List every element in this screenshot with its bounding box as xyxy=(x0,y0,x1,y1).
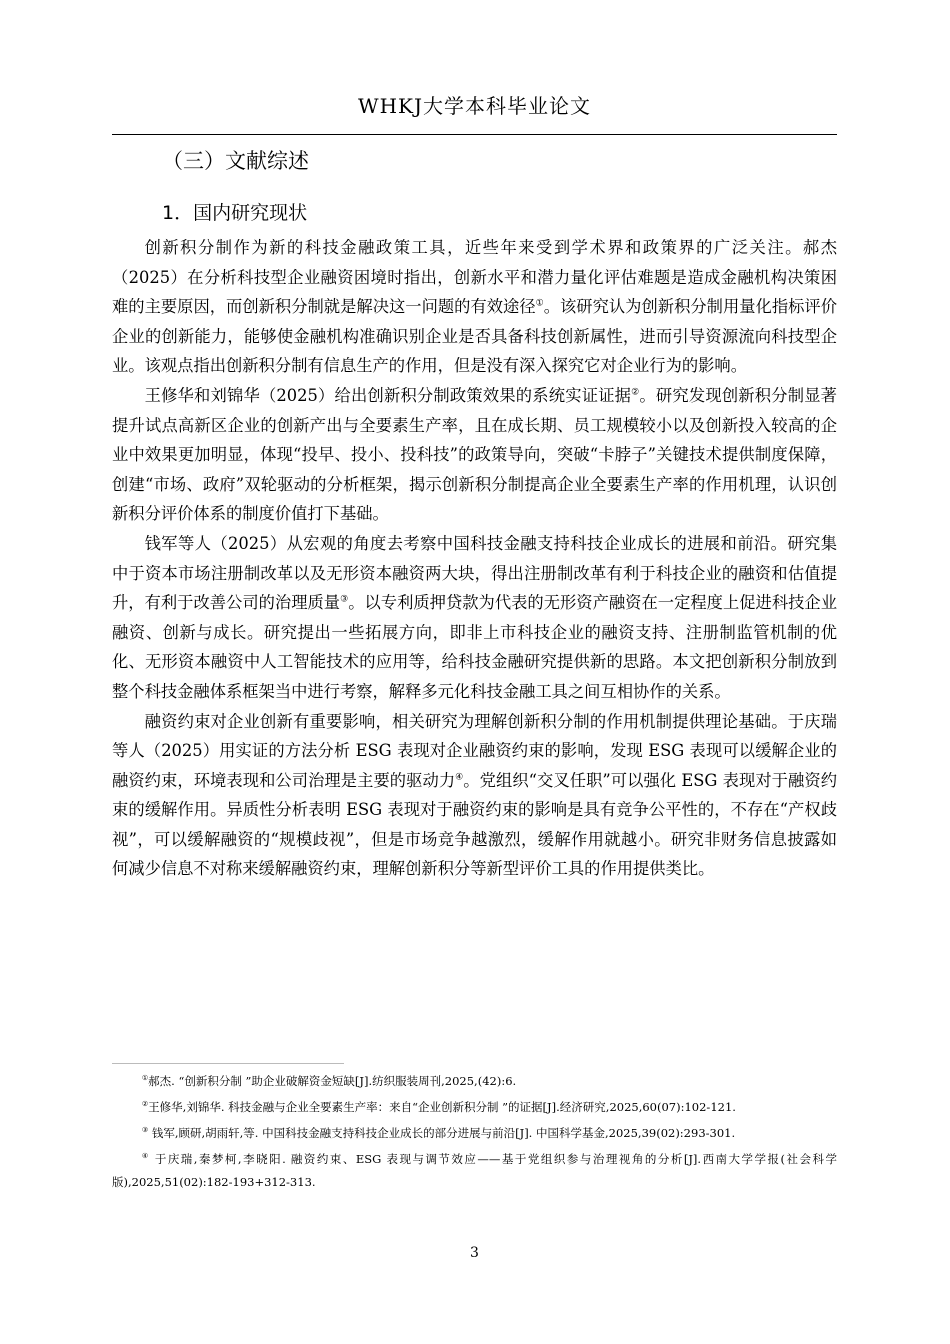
footnote-3 xyxy=(112,1122,837,1145)
paragraph-text: 钱军等人（2025）从宏观的角度去考察中国科技金融支持科技企业成长的进展和前沿。研究集中于资本市场注册制改革以及无形资本融资两大块，得出注册制改革有利于科技企业的融资和估值提升，有利于改善公司的治理质量 xyxy=(112,533,837,613)
running-header: WHKJ大学本科毕业论文 xyxy=(358,94,591,118)
footnote-4 xyxy=(112,1148,837,1194)
footnote-1 xyxy=(112,1070,837,1093)
footnote-ref-2[interactable]: ② xyxy=(631,387,640,398)
paragraph-2 xyxy=(112,381,837,529)
footnote-mark: ③ xyxy=(141,1126,149,1135)
footnote-text: 钱军,顾研,胡雨轩,等. 中国科技金融支持科技企业成长的部分进展与前沿[J]. 中国科学基金,2025,39(02):293-301. xyxy=(148,1126,736,1140)
footnote-text: 郝杰. “创新积分制 ”助企业破解资金短缺[J].纺织服装周刊,2025,(42):6. xyxy=(148,1074,517,1088)
paragraph-text: 。该研究认为创新积分制用量化指标评价企业的创新能力，能够使金融机构准确识别企业是否具备科技创新属性，进而引导资源流向科技型企业。该观点指出创新积分制有信息生产的作用，但是没有深入探究它对企业行为的影响。 xyxy=(112,297,837,376)
page-number: 3 xyxy=(470,1245,479,1261)
footnote-text: 于庆瑞,秦梦柯,李晓阳. 融资约束、ESG 表现与调节效应——基于党组织参与治理视角的分析[J].西南大学学报(社会科学版),2025,51(02):182-193+312-313. xyxy=(112,1152,837,1189)
paragraph-4 xyxy=(112,707,837,885)
paragraph-text: 融资约束对企业创新有重要影响，相关研究为理解创新积分制的作用机制提供理论基础。于庆瑞等人（2025）用实证的方法分析 ESG 表现对企业融资约束的影响，发现 ESG 表现可以缓解企业的融资约束，环境表现和公司治理是主要的驱动力 xyxy=(112,711,837,790)
footnotes xyxy=(112,1070,837,1197)
paragraph-1 xyxy=(112,233,837,381)
paragraph-text: 创新积分制作为新的科技金融政策工具，近些年来受到学术界和政策界的广泛关注。郝杰（2025）在分析科技型企业融资困境时指出，创新水平和潜力量化评估难题是造成金融机构决策困难的主要原因，而创新积分制就是解决这一问题的有效途径 xyxy=(112,238,837,317)
paragraph-text: 。研究发现创新积分制显著提升试点高新区企业的创新产出与全要素生产率，且在成长期、员工规模较小以及创新投入较高的企业中效果更加明显，体现“投早、投小、投科技”的政策导向，突破“卡脖子”关键技术提供制度保障，创建“市场、政府”双轮驱动的分析框架，揭示创新积分制提高企业全要素生产率的作用机理，认识创新积分评价体系的制度价值打下基础。 xyxy=(112,385,837,524)
paragraph-3 xyxy=(112,529,837,707)
footnote-ref-1[interactable]: ① xyxy=(535,298,544,309)
footnote-ref-4[interactable]: ④ xyxy=(455,772,464,783)
paragraph-text: 王修华和刘锦华（2025）给出创新积分制政策效果的系统实证证据 xyxy=(144,385,632,405)
body-text xyxy=(112,233,837,884)
footnote-divider xyxy=(112,1063,344,1064)
footnote-mark: ① xyxy=(141,1074,149,1083)
paragraph-text: 。以专利质押贷款为代表的无形资产融资在一定程度上促进科技企业融资、创新与成长。研究提出一些拓展方向，即非上市科技企业的融资支持、注册制监管机制的优化、无形资本融资中人工智能技术的应用等，给科技金融研究提供新的思路。本文把创新积分制放到整个科技金融体系框架当中进行考察，解释多元化科技金融工具之间互相协作的关系。 xyxy=(112,593,837,701)
paragraph-text: 。党组织“交叉任职”可以强化 ESG 表现对于融资约束的缓解作用。异质性分析表明 ESG 表现对于融资约束的影响是具有竞争公平性的，不存在“产权歧视”，可以缓解融资的“规模歧视”，但是市场竞争越激烈，缓解作用就越小。研究非财务信息披露如何减少信息不对称来缓解融资约束，理解创新积分等新型评价工具的作用提供类比。 xyxy=(112,770,837,879)
footnote-text: 王修华,刘锦华. 科技金融与企业全要素生产率：来自“企业创新积分制 ”的证据[J].经济研究,2025,60(07):102-121. xyxy=(148,1100,736,1114)
subsection-title: 1．国内研究现状 xyxy=(162,202,308,224)
footnote-ref-3[interactable]: ③ xyxy=(340,594,349,605)
footnote-2 xyxy=(112,1096,837,1119)
footnote-mark: ④ xyxy=(141,1152,150,1161)
footnote-mark: ② xyxy=(141,1100,149,1109)
header-divider xyxy=(112,134,837,135)
section-title: （三）文献综述 xyxy=(162,149,309,173)
